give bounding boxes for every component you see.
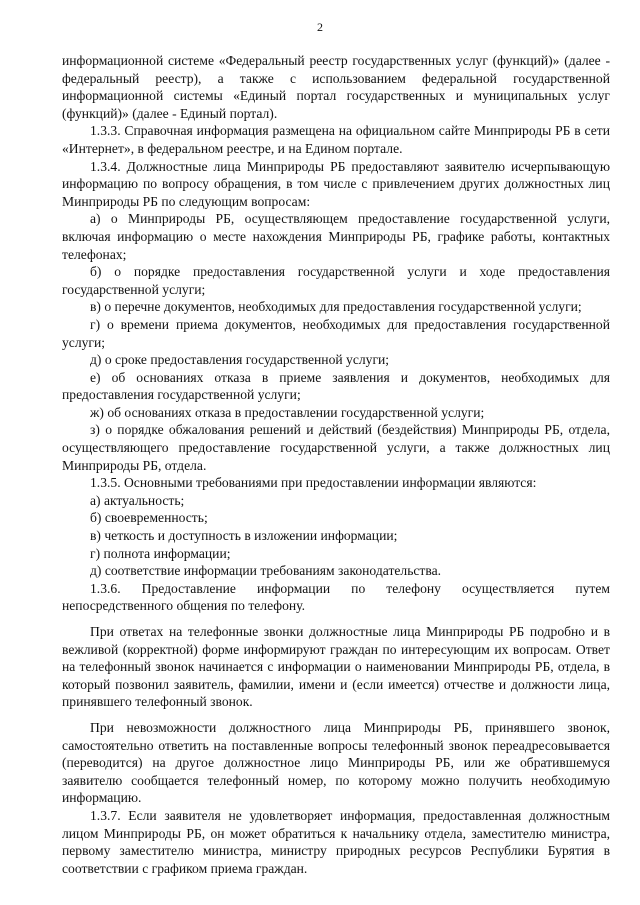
list-item-z: з) о порядке обжалования решений и действий (бездействия) Минприроды РБ, отдела, осуществляющего предоставление государственной услуги, а также должностных лиц Минприроды РБ, отдела. [62, 422, 610, 473]
list-item-e: е) об основаниях отказа в приеме заявления и документов, необходимых для предоставления государственной услуги; [62, 369, 610, 403]
list-item-b: б) о порядке предоставления государственной услуги и ходе предоставления государственной услуги; [62, 264, 610, 297]
requirement-item-v: в) четкость и доступность в изложении информации; [90, 528, 398, 544]
paragraph-1-3-6: 1.3.6. Предоставление информации по телефону осуществляется путем непосредственного общения по телефону. [62, 580, 610, 614]
list-item-zh: ж) об основаниях отказа в предоставлении государственной услуги; [90, 404, 485, 420]
requirement-item-a: а) актуальность; [90, 492, 185, 508]
requirement-item-d: д) соответствие информации требованиям законодательства. [90, 563, 442, 579]
paragraph-1-3-7: 1.3.7. Если заявителя не удовлетворяет информация, предоставленная должностным лицом Минприроды РБ, он может обратиться к начальнику отдела, заместителю министра, первому заместителю министра, министру природных ресурсов Республики Бурятия в соответствии с графиком приема граждан. [62, 807, 610, 876]
paragraph-1-3-3: 1.3.3. Справочная информация размещена на официальном сайте Минприроды РБ в сети «Интернет», в федеральном реестре, и на Едином портале. [62, 123, 610, 156]
document-body [62, 52, 610, 877]
list-item-a: а) о Минприроды РБ, осуществляющем предоставление государственной услуги, включая информацию о месте нахождения Минприроды РБ, графике работы, контактных телефонах; [62, 211, 610, 262]
paragraph-phone-answers: При ответах на телефонные звонки должностные лица Минприроды РБ подробно и в вежливой (корректной) форме информируют граждан по интересующим их вопросам. Ответ на телефонный звонок начинается с информации о наименовании Минприроды РБ, отдела, в который позвонил заявитель, фамилии, имени и (если имеется) отчестве и должности лица, принявшего телефонный звонок. [62, 624, 610, 710]
list-item-v: в) о перечне документов, необходимых для предоставления государственной услуги; [90, 299, 582, 315]
requirement-item-g: г) полнота информации; [90, 545, 231, 561]
paragraph-1-3-4: 1.3.4. Должностные лица Минприроды РБ предоставляют заявителю исчерпывающую информацию по вопросу обращения, в том числе с привлечением других должностных лиц Минприроды РБ по следующим вопросам: [62, 158, 610, 209]
paragraph-phone-redirect: При невозможности должностного лица Минприроды РБ, принявшего звонок, самостоятельно ответить на поставленные вопросы телефонный звонок переадресовывается (переводится) на другое должностное лицо Минприроды РБ, или же обратившемуся заявителю сообщается телефонный номер, по которому можно получить необходимую информацию. [62, 719, 610, 806]
paragraph-1-continuation: информационной системе «Федеральный реестр государственных услуг (функций)» (далее - федеральный реестр), а также с использованием федеральной государственной информационной системы «Единый портал государственных и муниципальных услуг (функций)» (далее - Единый портал). [62, 53, 610, 121]
paragraph-1-3-5: 1.3.5. Основными требованиями при предоставлении информации являются: [90, 475, 537, 491]
list-item-g: г) о времени приема документов, необходимых для предоставления государственной услуги; [62, 316, 610, 350]
list-item-d: д) о сроке предоставления государственной услуги; [90, 352, 390, 368]
page-number: 2 [317, 20, 323, 34]
requirement-item-b: б) своевременность; [90, 510, 208, 526]
